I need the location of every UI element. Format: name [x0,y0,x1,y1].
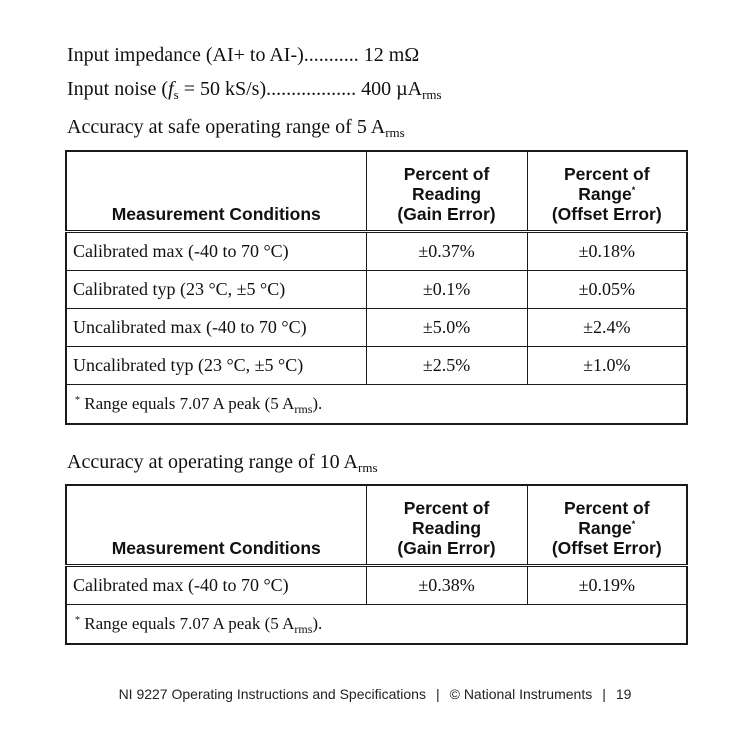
spec-noise-value-sub: rms [422,87,442,102]
header-line: Reading [411,183,482,204]
table-footnote-row [66,384,687,424]
footer-separator: | [602,686,606,702]
accuracy-table-10a [65,484,688,645]
header-percent-of-reading [366,485,527,565]
table-row [66,565,687,604]
accuracy-table-5a [65,150,688,425]
footnote-mark: * [631,518,636,529]
section1-title-sub: rms [385,125,405,140]
spec-input-noise [67,77,442,101]
header-percent-of-range [527,151,687,231]
header-percent-of-reading [366,151,527,231]
table-row [66,231,687,270]
footnote-mark: * [75,614,80,626]
spec-noise-var: f [168,78,174,100]
cell-offset-error: ±0.05% [527,270,687,308]
spec-noise-leader: .................. [266,78,357,100]
spec-input-impedance [67,43,419,67]
header-line: (Gain Error) [397,537,496,558]
cell-gain-error: ±0.1% [366,270,527,308]
cell-offset-error: ±2.4% [527,308,687,346]
header-line: Percent of [403,163,490,184]
header-line: (Offset Error) [551,537,662,558]
table-header-row [66,485,687,565]
header-line: (Gain Error) [397,203,496,224]
header-line: Range* [578,517,636,538]
spec-noise-value: 400 µA [361,78,423,100]
footer-copyright: © National Instruments [449,686,593,702]
footer-separator: | [435,686,440,702]
section1-title-text: Accuracy at safe operating range of 5 A [67,116,386,138]
footnote-mark: * [75,394,80,406]
header-line: Percent of [403,497,490,518]
table-header-row [66,151,687,231]
cell-condition: Calibrated max (-40 to 70 °C) [66,231,366,270]
section2-title-sub: rms [358,460,378,475]
page-footer [0,686,750,702]
table-footnote-row [66,604,687,644]
spec-noise-label-pre: Input noise ( [67,78,169,100]
cell-gain-error: ±5.0% [366,308,527,346]
header-line: (Offset Error) [551,203,662,224]
spec-noise-var-sub: s [173,87,179,102]
header-line: Percent of [563,497,650,518]
table-row [66,308,687,346]
cell-condition: Uncalibrated typ (23 °C, ±5 °C) [66,346,366,384]
cell-gain-error: ±0.37% [366,231,527,270]
header-line: Percent of [563,163,650,184]
cell-offset-error: ±0.18% [527,231,687,270]
section1-title [67,115,405,139]
header-line: Range* [578,183,636,204]
cell-gain-error: ±0.38% [366,565,527,604]
table-row [66,270,687,308]
table-footnote: * Range equals 7.07 A peak (5 $A_{rms}$). [66,384,687,424]
header-measurement-conditions: Measurement Conditions [66,151,366,231]
header-measurement-conditions: Measurement Conditions [66,485,366,565]
header-line: Reading [411,517,482,538]
cell-offset-error: ±1.0% [527,346,687,384]
cell-condition: Calibrated max (-40 to 70 °C) [66,565,366,604]
cell-condition: Uncalibrated max (-40 to 70 °C) [66,308,366,346]
spec-impedance-label: Input impedance (AI+ to AI-) [67,44,304,66]
cell-offset-error: ±0.19% [527,565,687,604]
spec-impedance-leader: ........... [303,44,359,66]
spec-impedance-value: 12 mΩ [363,44,420,66]
footnote-mark: * [631,184,636,195]
header-percent-of-range [527,485,687,565]
table-footnote: * Range equals 7.07 A peak (5 $A_{rms}$). [66,604,687,644]
section2-title [67,450,378,474]
cell-condition: Calibrated typ (23 °C, ±5 °C) [66,270,366,308]
section2-title-text: Accuracy at operating range of 10 A [67,451,358,473]
cell-gain-error: ±2.5% [366,346,527,384]
footer-doc-title: NI 9227 Operating Instructions and Specifications [118,686,426,702]
spec-noise-label-post: = 50 kS/s) [178,78,267,100]
table-row [66,346,687,384]
footer-page-number: 19 [615,686,632,702]
